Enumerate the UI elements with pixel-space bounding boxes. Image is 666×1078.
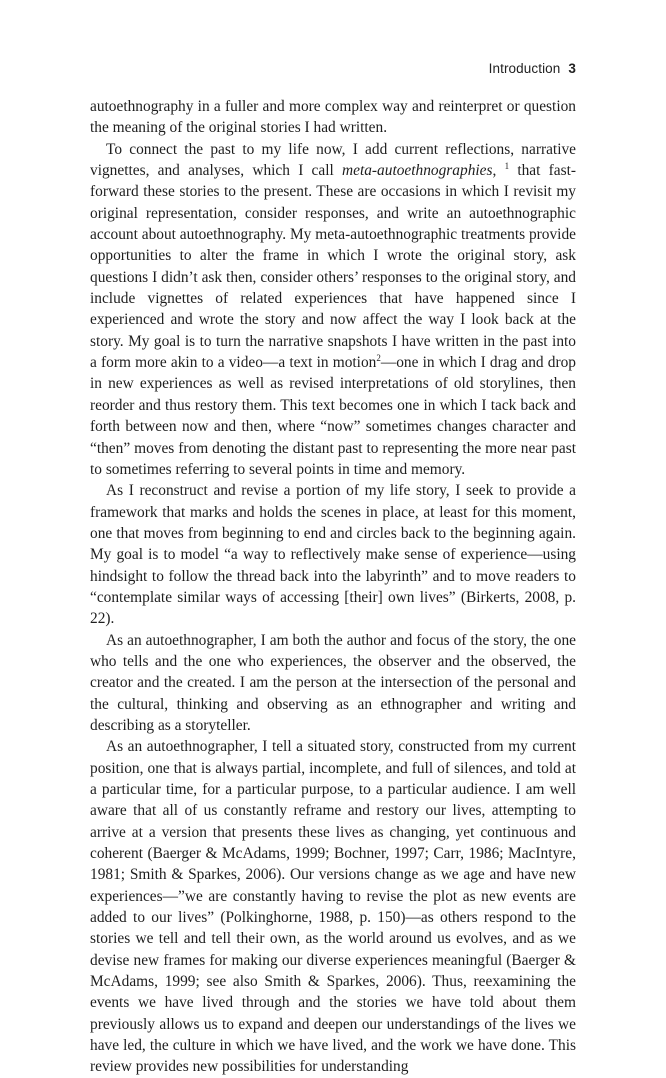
paragraph-continued: autoethnography in a fuller and more complex way and reinterpret or question the meaning of the original stories I had written.: [90, 98, 576, 137]
paragraph-text: that fast-forward these stories to the present. These are occasions in which I revisit my original representation, consider responses, and write an autoethnographic account about autoethnography. My meta-autoethnographic treatments provide opportunities to alter the frame in which I wrote the original story, ask questions I didn’t ask then, consider others’ responses to the original story, and include vignettes of related experiences that have happened since I experienced and wrote the story and now affect the way I look back at the story. My goal is to turn the narrative snapshots I have written in the past into a form more akin to a video—a text in motion: [90, 162, 576, 372]
paragraph-text: —one in which I drag and drop in new experiences as well as revised interpretations of old storylines, then reorder and thus restory them. This text becomes one in which I tack back and forth between now and then, where “now” sometimes changes character and “then” moves from denoting the distant past to representing the more near past to sometimes referring to several points in time and memory.: [90, 354, 577, 478]
paragraph-framework: As I reconstruct and revise a portion of my life story, I seek to provide a framework that marks and holds the scenes in place, at least for this moment, one that moves from beginning to end and circles back to the beginning again. My goal is to model “a way to reflectively make sense of experience—using hindsight to follow the thread back into the labyrinth” and to move readers to “contemplate similar ways of accessing [their] own lives” (Birkerts, 2008, p. 22).: [90, 482, 576, 628]
paragraph-text: To connect the past to my life now, I add current reflections, narrative vignettes, and analyses, which I call: [90, 140, 576, 180]
endnote-marker: 1: [504, 160, 510, 171]
paragraph-text: ,: [492, 162, 505, 180]
italic-term: meta-autoethnographies: [342, 162, 493, 180]
paragraph-author-and-focus: As an autoethnographer, I am both the author and focus of the story, the one who tells and the one who experiences, the observer and the observed, the creator and the created. I am the person at the intersection of the personal and the cultural, thinking and observing as an ethnographer and writing and describing as a storyteller.: [90, 631, 576, 734]
running-head: [489, 61, 576, 76]
body-text: [90, 96, 576, 1078]
paragraph-situated-story: As an autoethnographer, I tell a situated story, constructed from my current position, one that is always partial, incomplete, and full of silences, and told at a particular time, for a particular purpose, to a particular audience. I am well aware that all of us constantly reframe and restory our lives, attempting to arrive at a version that presents these lives as changing, yet continuous and coherent (Baerger & McAdams, 1999; Bochner, 1997; Carr, 1986; MacIntyre, 1981; Smith & Sparkes, 2006). Our versions change as we age and have new experiences—”we are constantly having to revise the plot as new events are added to our lives” (Polkinghorne, 1988, p. 150)—as others respond to the stories we tell and tell their own, as the world around us evolves, and as we devise new frames for making our diverse experiences meaningful (Baerger & McAdams, 1999; see also Smith & Sparkes, 2006). Thus, reexamining the events we have lived through and the stories we have told about them previously allows us to expand and deepen our understandings of the lives we have led, the culture in which we have lived, and the work we have done. This review provides new possibilities for understanding: [90, 738, 576, 1076]
page-number: 3: [568, 61, 576, 76]
endnote-marker: 2: [376, 353, 381, 363]
paragraph-meta-autoethnography: [90, 139, 576, 481]
running-head-section: Introduction: [488, 61, 561, 76]
